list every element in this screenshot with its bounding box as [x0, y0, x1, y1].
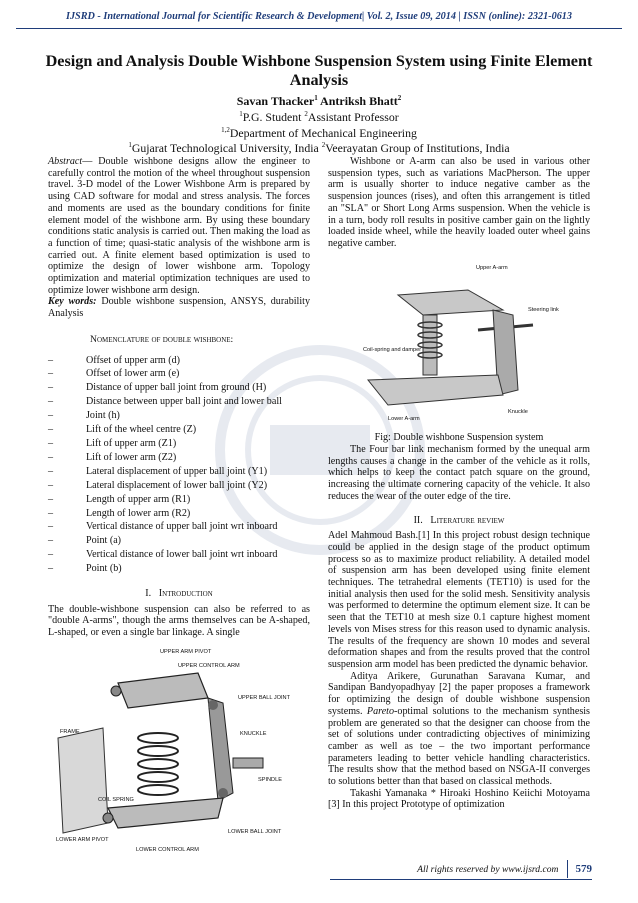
label-lower-ball-joint: LOWER BALL JOINT [228, 828, 282, 835]
lit-p2-start: Aditya Arikere, Gurunathan Saravana Kumar, and Sandipan Bandyopadhyay [2] the paper proposes a framework for optimizing the design of double wishbone suspension systems. [328, 670, 590, 717]
author-1-mark: 1 [314, 94, 318, 102]
label-lower-control-arm: LOWER CONTROL ARM [136, 846, 199, 853]
nom-head-rest: omenclature of double wishbone: [96, 333, 234, 345]
nomenclature-item: – Length of upper arm (R1) [48, 493, 310, 507]
aff-text: Department of Mechanical Engineering [229, 126, 417, 140]
affiliation-line-1 [0, 110, 638, 125]
lit-paragraph-2 [328, 671, 590, 788]
paper-title: Design and Analysis Double Wishbone Suspension System using Finite Element Analysis [45, 52, 593, 89]
section-initial: L [430, 514, 437, 526]
lit-paragraph-3: Takashi Yamanaka * Hiroaki Hoshino Keiichi Motoyama [3] In this project Prototype of optimization [328, 787, 590, 811]
nom-head-initial: N [90, 333, 97, 345]
aff-mark: 1,2 [221, 126, 230, 135]
aff-text: Gujarat Technological University, India [131, 141, 322, 155]
nomenclature-item: – Vertical distance of lower ball joint wrt inboard [48, 548, 310, 562]
label-steering-link: Steering link [528, 306, 559, 313]
aff-mark: 1 [128, 141, 132, 150]
author-1: Savan Thacker [236, 94, 315, 108]
label-knuckle: KNUCKLE [240, 730, 267, 737]
nomenclature-item: – Lateral displacement of lower ball joint (Y2) [48, 479, 310, 493]
aff-text: Veerayatan Group of Institutions, India [325, 141, 510, 155]
authors [0, 94, 638, 109]
nomenclature-heading [90, 334, 310, 346]
nomenclature-item: – Point (a) [48, 534, 310, 548]
nomenclature-item: – Offset of upper arm (d) [48, 354, 310, 368]
double-wishbone-diagram [48, 643, 310, 855]
nomenclature-item: – Length of lower arm (R2) [48, 507, 310, 521]
nomenclature-item: – Lateral displacement of upper ball joint (Y1) [48, 465, 310, 479]
section-title-rest: iterature review [436, 514, 505, 526]
four-bar-paragraph: The Four bar link mechanism formed by the unequal arm lengths causes a change in the camber of the vehicle as it rolls, which helps to keep the contact patch square on the ground, increasing the ultimate cornering capacity of the vehicle. It also reduces the wear of the outer edge of the tire. [328, 444, 590, 502]
footer-rights-text: All rights reserved by [417, 863, 502, 875]
label-upper-ball-joint: UPPER BALL JOINT [238, 694, 291, 701]
footer-rights [417, 864, 558, 875]
label-knuckle-2: Knuckle [508, 408, 528, 415]
label-lower-a-arm: Lower A-arm [388, 415, 420, 422]
section-2-heading [328, 515, 590, 527]
suspension-photo-diagram [328, 255, 590, 425]
label-spindle: SPINDLE [258, 776, 282, 783]
section-title-rest: ntroduction [162, 588, 213, 600]
nomenclature-item: – Lift of upper arm (Z1) [48, 437, 310, 451]
footer-rule [330, 879, 592, 880]
nomenclature-item: – Point (b) [48, 562, 310, 576]
keywords [48, 296, 310, 319]
footer-site-link[interactable]: www.ijsrd.com [501, 863, 559, 875]
right-intro-paragraph: Wishbone or A-arm can also be used in various other suspension types, such as variations MacPherson. The upper arm is usually shorter to induce negative camber as the suspension jounces (rises), and often this arrangement is titled an "SLA" or Short Long Arms suspension. When the vehicle is in a turn, body roll results in positive camber gain on the lightly loaded inside wheel, while the heavily loaded outer wheel gains negative camber. [328, 156, 590, 249]
affiliation-line-2 [0, 126, 638, 141]
aff-mark: 2 [321, 141, 326, 150]
affiliation-line-3 [0, 141, 638, 156]
lit-p2-emphasis: Pareto [366, 705, 395, 717]
nomenclature-item: – Distance of upper ball joint from ground (H) [48, 381, 310, 395]
label-coil-spring-damper: Coil-spring and damper [363, 346, 422, 353]
figure-caption: Fig: Double wishbone Suspension system [374, 432, 544, 444]
keywords-label: Key words: [48, 296, 97, 308]
aff-text: Assistant Professor [307, 110, 399, 124]
footer-separator [567, 860, 568, 878]
lit-paragraph-1: Adel Mahmoud Bash.[1] In this project robust design technique could be applied in the design stage of the product optimum process so as to maximize product reliability. A detailed model of suspension arm has been developed using finite element techniques. The tetrahedral elements (TET10) is used for the initial analysis then used for the solid mesh. Sensitivity analysis was performed to determine the optimum element size. It can be seen that the TET10 at mesh size 0.1 capture highest moment levels von Mises stress for this reason used to dynamic analysis. The results of the frequency are shown 10 modes and several deformation shapes and from the results proved that the control suspension arm model has been predicted the dynamic behavior. [328, 530, 590, 670]
label-coil-spring: COIL SPRING [98, 796, 134, 803]
aff-mark: 2 [304, 110, 308, 119]
right-column [328, 156, 590, 811]
abstract [48, 156, 310, 296]
label-lower-arm-pivot: LOWER ARM PIVOT [56, 836, 109, 843]
aff-text: P.G. Student [242, 110, 305, 124]
keywords-text: Double wishbone suspension, ANSYS, durability Analysis [48, 296, 311, 320]
author-2-mark: 2 [397, 94, 402, 102]
author-2: Antriksh Bhatt [317, 94, 398, 108]
nomenclature-item: – Offset of lower arm (e) [48, 367, 310, 381]
section-initial: I [158, 588, 163, 600]
section-number: I. [145, 588, 152, 600]
lit-p2-end: -optimal solutions to the mechanism synthesis problem are generated so that the designer can choose from the set of solutions under contradicting objectives of minimizing camber as well as toe – the two important performance parameters leading to better vehicle handling characteristics. The results show that the method based on NSGA-II converges to solutions better than that based on classical methods. [328, 705, 590, 788]
nomenclature-item: – Vertical distance of upper ball joint wrt inboard [48, 520, 310, 534]
aff-mark: 1 [239, 110, 243, 119]
label-upper-a-arm: Upper A-arm [476, 264, 508, 271]
label-upper-arm-pivot: UPPER ARM PIVOT [160, 648, 212, 655]
section-number: II. [413, 514, 423, 526]
section-1-heading [48, 588, 310, 600]
page-number: 579 [575, 863, 592, 875]
left-column [48, 156, 310, 859]
nomenclature-list [48, 354, 310, 577]
nomenclature-item: – Lift of the wheel centre (Z) [48, 423, 310, 437]
nomenclature-item: – Lift of lower arm (Z2) [48, 451, 310, 465]
abstract-text: — Double wishbone designs allow the engineer to carefully control the motion of the wheel throughout suspension travel. 3-D model of the Lower Wishbone Arm is prepared by using CAD software for modal and stress analysis. The forces and moments are used as the boundary conditions for finite element model of the wishbone arm. By using these boundary conditions static analysis is carried out. Then making the load as a function of time; quasi-static analysis of the wishbone arm is carried out. A finite element based optimization is used to optimize the design of lower wishbone arm. Topology optimization and material optimization techniques are used to optimize lower wishbone arm design. [48, 156, 310, 296]
abstract-label: Abstract [48, 156, 83, 167]
intro-paragraph: The double-wishbone suspension can also be referred to as "double A-arms", though the arms themselves can be A-shaped, L-shaped, or even a single bar linkage. A single [48, 603, 310, 639]
journal-header: IJSRD - International Journal for Scientific Research & Development| Vol. 2, Issue 09, 2014 | ISSN (online): 2321-0613 [16, 6, 622, 29]
label-frame: FRAME [60, 728, 80, 735]
nomenclature-item: – Distance between upper ball joint and lower ball [48, 395, 310, 409]
nomenclature-item: – Joint (h) [48, 409, 310, 423]
page-footer [417, 860, 592, 878]
label-upper-control-arm: UPPER CONTROL ARM [178, 662, 240, 669]
